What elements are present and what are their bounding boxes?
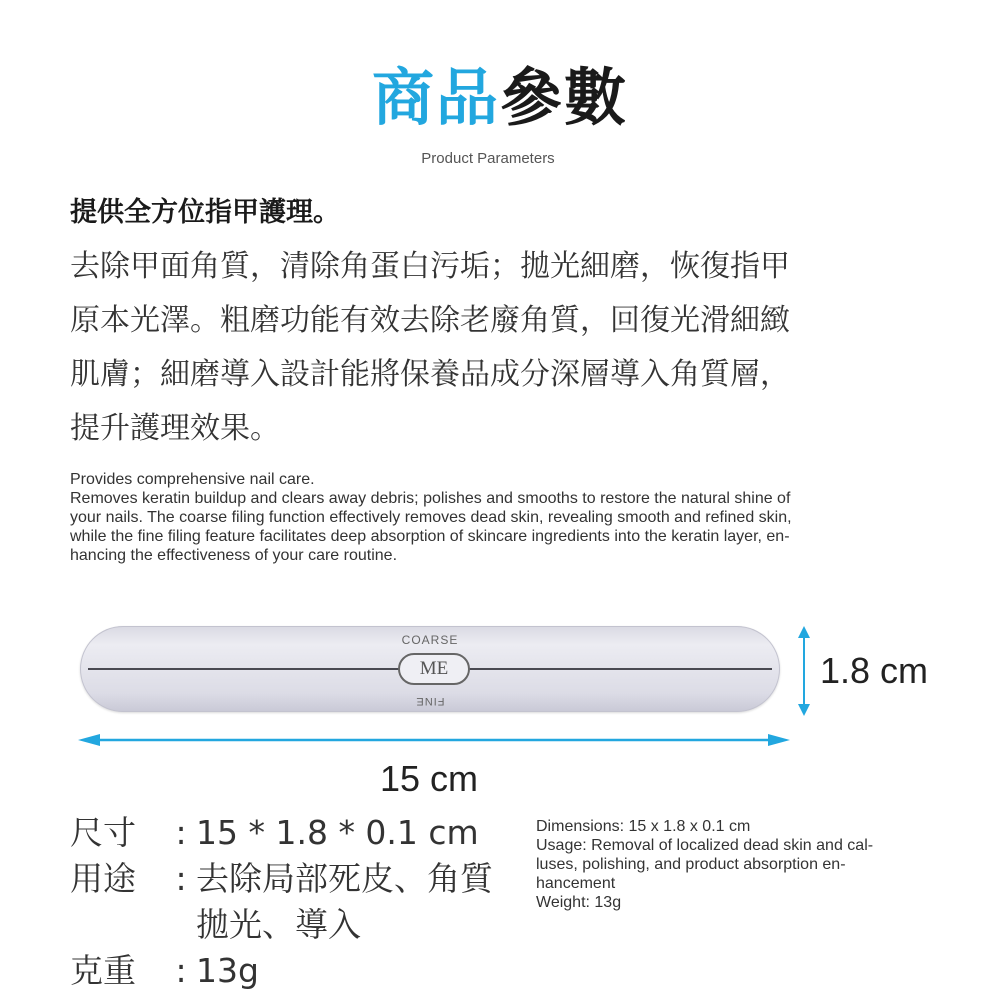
- intro-heading: 提供全方位指甲護理。: [70, 197, 340, 228]
- title-dark-part: 參數: [500, 61, 629, 134]
- cn-line: 肌膚；細磨導入設計能將保養品成分深層導入角質層，: [70, 357, 790, 392]
- en-line: hancing the effectiveness of your care routine.: [70, 547, 398, 564]
- spec-size-row: [70, 810, 530, 856]
- spec-weight-row: [70, 948, 530, 994]
- spec-colon: :: [175, 813, 187, 852]
- spec-en-line: Dimensions: 15 x 1.8 x 0.1 cm: [536, 818, 751, 835]
- brand-logo: ME: [398, 653, 470, 685]
- spec-key: 克重: [70, 951, 136, 990]
- nail-file-body: [80, 626, 780, 712]
- cn-line: 去除甲面角質，清除角蛋白污垢；拋光細磨，恢復指甲: [70, 249, 790, 284]
- en-line: Removes keratin buildup and clears away debris; polishes and smooths to restore the natural shine of: [70, 490, 791, 507]
- title-accent-part: 商品: [371, 61, 500, 134]
- cn-line: 提升護理效果。: [70, 411, 280, 446]
- spec-value: 15 * 1.8 * 0.1 cm: [196, 813, 479, 852]
- spec-en-line: hancement: [536, 875, 616, 892]
- fine-side-label: FINE: [415, 695, 445, 707]
- spec-en-line: Weight: 13g: [536, 894, 622, 911]
- en-line: while the fine filing feature facilitates deep absorption of skincare ingredients into the keratin layer, en-: [70, 528, 790, 545]
- spec-colon: :: [175, 951, 187, 990]
- width-measure-label: 15 cm: [380, 758, 479, 799]
- spec-key: 尺寸: [70, 813, 136, 852]
- nail-file-image: [80, 626, 780, 712]
- specs-chinese: [70, 810, 530, 994]
- spec-en-line: luses, polishing, and product absorption en-: [536, 856, 846, 873]
- intro-english-paragraph: [70, 470, 940, 565]
- spec-en-line: Usage: Removal of localized dead skin and cal-: [536, 837, 874, 854]
- spec-colon: :: [175, 859, 187, 898]
- intro-chinese-paragraph: [70, 240, 930, 456]
- coarse-side-label: COARSE: [401, 633, 459, 647]
- spec-value: 去除局部死皮、角質: [196, 859, 493, 898]
- height-arrow-icon: [796, 626, 812, 716]
- spec-usage-row-cont: [70, 902, 530, 948]
- page-title: [0, 62, 1000, 134]
- en-line: Provides comprehensive nail care.: [70, 471, 315, 488]
- spec-value: 拋光、導入: [196, 905, 361, 944]
- spec-key: 用途: [70, 859, 136, 898]
- height-measure-label: 1.8 cm: [820, 650, 929, 691]
- specs-english: [536, 817, 956, 912]
- spec-value: 13g: [196, 951, 259, 990]
- spec-usage-row: [70, 856, 530, 902]
- en-line: your nails. The coarse filing function effectively removes dead skin, revealing smooth and refined skin,: [70, 509, 792, 526]
- cn-line: 原本光澤。粗磨功能有效去除老廢角質，回復光滑細緻: [70, 303, 790, 338]
- page-subtitle: Product Parameters: [421, 150, 555, 167]
- width-arrow-icon: [78, 732, 790, 748]
